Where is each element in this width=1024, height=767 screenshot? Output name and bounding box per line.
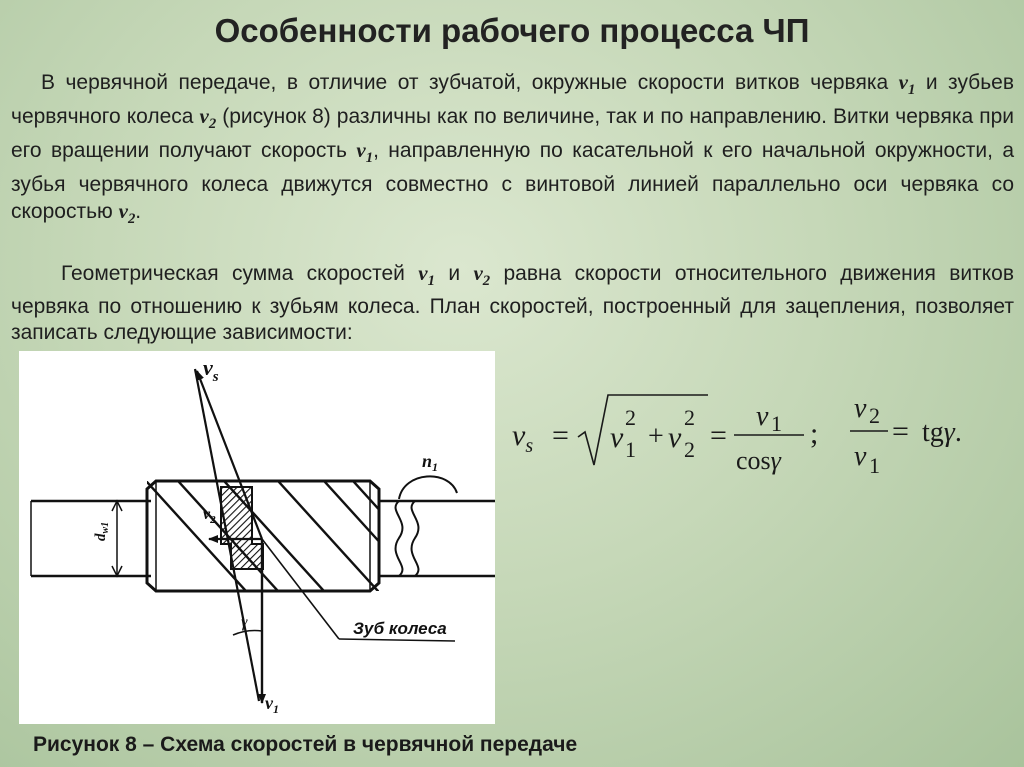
svg-text:2: 2	[625, 405, 636, 430]
svg-text:=: =	[892, 415, 909, 448]
svg-text:=: =	[552, 419, 569, 452]
diameter-dimension	[112, 501, 122, 576]
velocity-vectors	[195, 369, 339, 703]
svg-text:vs: $v_s$	[512, 419, 534, 457]
label-tooth: Зуб колеса	[353, 619, 447, 638]
svg-text:2: 2	[684, 405, 695, 430]
p1-text-4: , направленную по касательной к его начальной окружности, а зубья червячного колеса движутся совместно с винтовой линией параллельно оси червяка со скоростью	[11, 139, 1015, 223]
svg-text:1: 1	[869, 453, 880, 478]
svg-text:;: ;	[810, 417, 819, 450]
slide-title: Особенности рабочего процесса ЧП	[214, 12, 810, 49]
svg-text:1: 1	[625, 437, 636, 462]
velocity-formula	[508, 385, 1008, 485]
svg-text:1: 1	[771, 411, 782, 436]
svg-text:v: v	[610, 421, 624, 454]
worm-body	[137, 471, 462, 601]
p2-text-3: равна скорости относительного движения витков червяка по отношению к зубьям колеса. План скоростей, построенный для зацепления, позволяет записать следующие зависимости:	[11, 262, 1014, 345]
svg-text:v: v	[756, 401, 769, 432]
figure-caption: Рисунок 8 – Схема скоростей в червячной передаче	[33, 733, 578, 756]
label-v1: $v_1$	[265, 693, 279, 716]
p2-symbol-v2: $v_2$	[473, 261, 491, 290]
left-shaft	[31, 501, 151, 576]
p1-symbol-v1-b: $v_1$	[356, 138, 374, 167]
svg-text:cosγ: cosγ	[736, 446, 781, 475]
svg-text:2: 2	[869, 403, 880, 428]
p2-text-1: Геометрическая сумма скоростей	[61, 262, 419, 285]
svg-text:+: +	[648, 421, 664, 452]
label-dw1: $d_{w1}$	[93, 521, 111, 541]
label-n1: $n_1$	[422, 451, 439, 474]
rotation-arrow	[399, 476, 457, 499]
paragraph-2	[11, 260, 1014, 346]
worm-gear-diagram	[19, 351, 495, 724]
tooth-leader	[339, 639, 455, 641]
svg-text:v: v	[854, 441, 867, 472]
svg-text:v: v	[668, 421, 682, 454]
right-shaft	[379, 501, 495, 576]
label-vs: $v_s$	[203, 355, 219, 385]
p1-text-2: и зубьев червячного колеса	[11, 71, 1014, 129]
p2-symbol-v1: $v_1$	[418, 261, 435, 290]
p2-text-2: и	[434, 262, 474, 285]
paragraph-1	[11, 69, 1014, 232]
svg-text:2: 2	[684, 437, 695, 462]
label-v2: $v_2$	[203, 506, 216, 526]
p1-text-5: .	[135, 199, 142, 223]
svg-text:tgγ.: tgγ.	[922, 417, 962, 448]
label-gamma: γ	[241, 614, 248, 631]
p1-symbol-v2: $v_2$	[199, 104, 217, 133]
p1-text-3: (рисунок 8) различны как по величине, так и по направлению. Витки червяка при его вращении получают скорость	[11, 105, 1014, 163]
p1-text-1: В червячной передаче, в отличие от зубчатой, окружные скорости витков червяка	[41, 71, 899, 94]
p1-symbol-v2-b: $v_2$	[118, 198, 136, 227]
svg-text:v: v	[854, 393, 867, 424]
gamma-arc	[233, 631, 262, 636]
svg-text:=: =	[710, 419, 727, 452]
p1-symbol-v1: $v_1$	[898, 70, 916, 99]
